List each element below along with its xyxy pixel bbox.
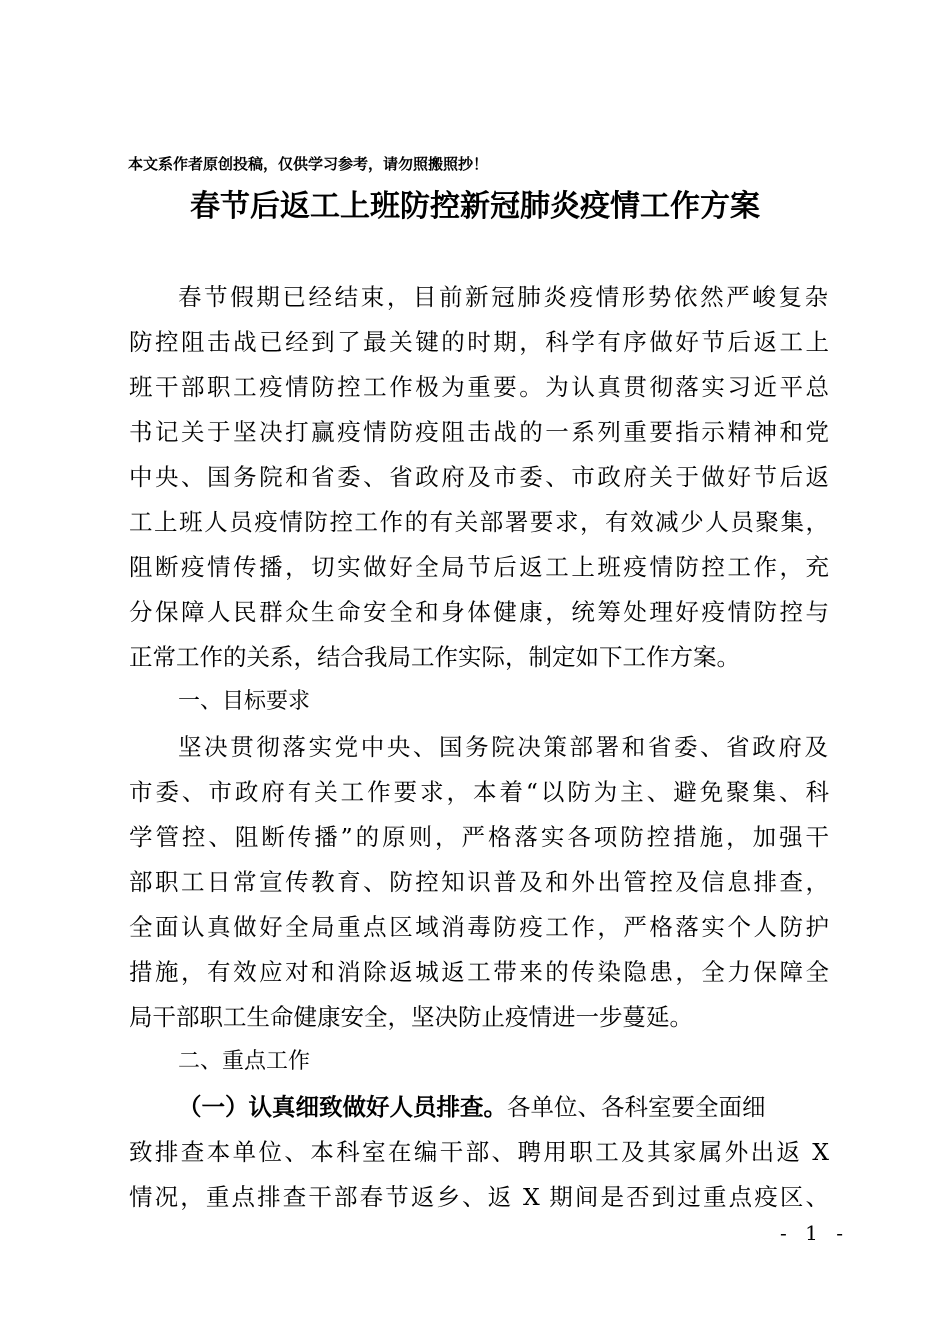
paragraph-line: 市委、市政府有关工作要求，本着“以防为主、避免聚集、科: [129, 778, 829, 806]
section-heading: 一、目标要求: [178, 689, 311, 714]
paragraph-line: [178, 1090, 828, 1124]
paragraph-line: 班干部职工疫情防控工作极为重要。为认真贯彻落实习近平总: [129, 373, 829, 401]
paragraph-line: 致排查本单位、本科室在编干部、聘用职工及其家属外出返 X: [129, 1138, 829, 1166]
paragraph-line: 局干部职工生命健康安全，坚决防止疫情进一步蔓延。: [129, 1003, 693, 1031]
paragraph-line: 分保障人民群众生命安全和身体健康，统筹处理好疫情防控与: [129, 598, 829, 626]
paragraph-line: 正常工作的关系，结合我局工作实际，制定如下工作方案。: [129, 643, 740, 671]
paragraph-line: 中央、国务院和省委、省政府及市委、市政府关于做好节后返: [129, 463, 829, 491]
paragraph-line: 学管控、阻断传播”的原则，严格落实各项防控措施，加强干: [129, 823, 829, 851]
paragraph-line: 全面认真做好全局重点区域消毒防疫工作，严格落实个人防护: [129, 913, 829, 941]
paragraph-line: 防控阻击战已经到了最关键的时期，科学有序做好节后返工上: [129, 328, 829, 356]
item-text: 各单位、各科室要全面细: [507, 1093, 766, 1121]
paragraph-line: 春节假期已经结束，目前新冠肺炎疫情形势依然严峻复杂: [178, 283, 828, 311]
paragraph-line: 坚决贯彻落实党中央、国务院决策部署和省委、省政府及: [178, 733, 828, 761]
paragraph-line: 书记关于坚决打赢疫情防疫阻击战的一系列重要指示精神和党: [129, 418, 829, 446]
paragraph-line: 工上班人员疫情防控工作的有关部署要求，有效减少人员聚集，: [129, 508, 829, 536]
paragraph-line: 部职工日常宣传教育、防控知识普及和外出管控及信息排查，: [129, 868, 829, 896]
paragraph-line: 措施，有效应对和消除返城返工带来的传染隐患，全力保障全: [129, 958, 829, 986]
paragraph-line: 情况，重点排查干部春节返乡、返 X 期间是否到过重点疫区、: [129, 1183, 829, 1211]
page-number: - 1 -: [780, 1221, 849, 1245]
document-title: 春节后返工上班防控新冠肺炎疫情工作方案: [190, 189, 760, 224]
copyright-notice: 本文系作者原创投稿，仅供学习参考，请勿照搬照抄！: [128, 155, 489, 173]
paragraph-line: 阻断疫情传播，切实做好全局节后返工上班疫情防控工作，充: [129, 553, 829, 581]
section-heading: 二、重点工作: [178, 1049, 311, 1074]
item-lead: （一）认真细致做好人员排查。: [178, 1093, 507, 1121]
